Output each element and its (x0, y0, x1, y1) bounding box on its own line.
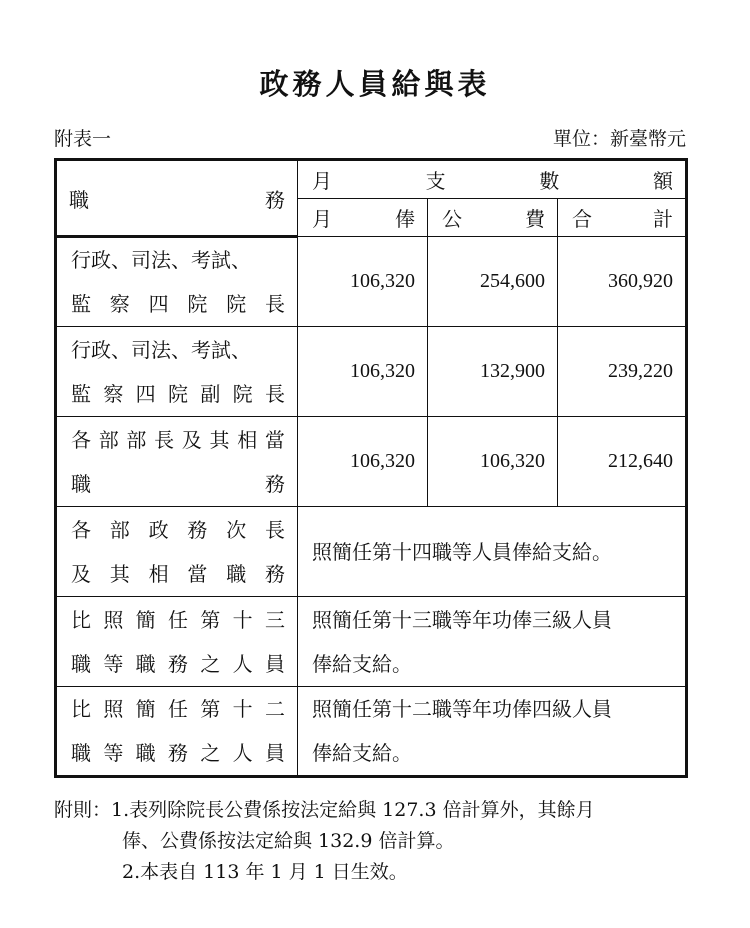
position-cell: 比 照 簡 任 第 十 二 職 等 職 務 之 人 員 (56, 687, 298, 777)
header-total: 合 計 (558, 199, 687, 237)
public-expense-cell: 132,900 (428, 327, 558, 417)
monthly-salary-cell: 106,320 (298, 237, 428, 327)
monthly-salary-cell: 106,320 (298, 327, 428, 417)
description-cell: 照簡任第十三職等年功俸三級人員 俸給支給。 (298, 597, 687, 687)
salary-table (54, 158, 688, 778)
table-row (56, 597, 687, 687)
total-cell: 360,920 (558, 237, 687, 327)
table-row (56, 507, 687, 597)
position-cell: 比 照 簡 任 第 十 三 職 等 職 務 之 人 員 (56, 597, 298, 687)
footnote-1: 附則：1.表列除院長公費係按法定給與 127.3 倍計算外，其餘月 (54, 799, 595, 821)
currency-unit-label: 單位：新臺幣元 (552, 128, 686, 150)
table-row (56, 237, 687, 327)
annex-label: 附表一 (54, 128, 112, 150)
public-expense-cell: 254,600 (428, 237, 558, 327)
header-position: 職 務 (56, 160, 298, 237)
page-title: 政務人員給與表 (259, 67, 491, 101)
header-monthly-amount: 月 支 數 額 (298, 160, 687, 199)
public-expense-cell: 106,320 (428, 417, 558, 507)
description-cell: 照簡任第十四職等人員俸給支給。 (298, 507, 687, 597)
position-cell: 各 部 政 務 次 長 及 其 相 當 職 務 (56, 507, 298, 597)
table-row (56, 327, 687, 417)
footnotes (54, 795, 694, 888)
footnote-2: 2.本表自 113 年 1 月 1 日生效。 (122, 861, 408, 883)
total-cell: 212,640 (558, 417, 687, 507)
monthly-salary-cell: 106,320 (298, 417, 428, 507)
table-row (56, 687, 687, 777)
position-cell: 各 部 部 長 及 其 相 當 職 務 (56, 417, 298, 507)
footnote-1-continued: 俸、公費係按法定給與 132.9 倍計算。 (122, 830, 455, 852)
description-cell: 照簡任第十二職等年功俸四級人員 俸給支給。 (298, 687, 687, 777)
total-cell: 239,220 (558, 327, 687, 417)
position-cell: 行政、司法、考試、 監 察 四 院 院 長 (56, 237, 298, 327)
header-monthly-salary: 月 俸 (298, 199, 428, 237)
header-public-expense: 公 費 (428, 199, 558, 237)
position-cell: 行政、司法、考試、 監 察 四 院 副 院 長 (56, 327, 298, 417)
table-row (56, 417, 687, 507)
